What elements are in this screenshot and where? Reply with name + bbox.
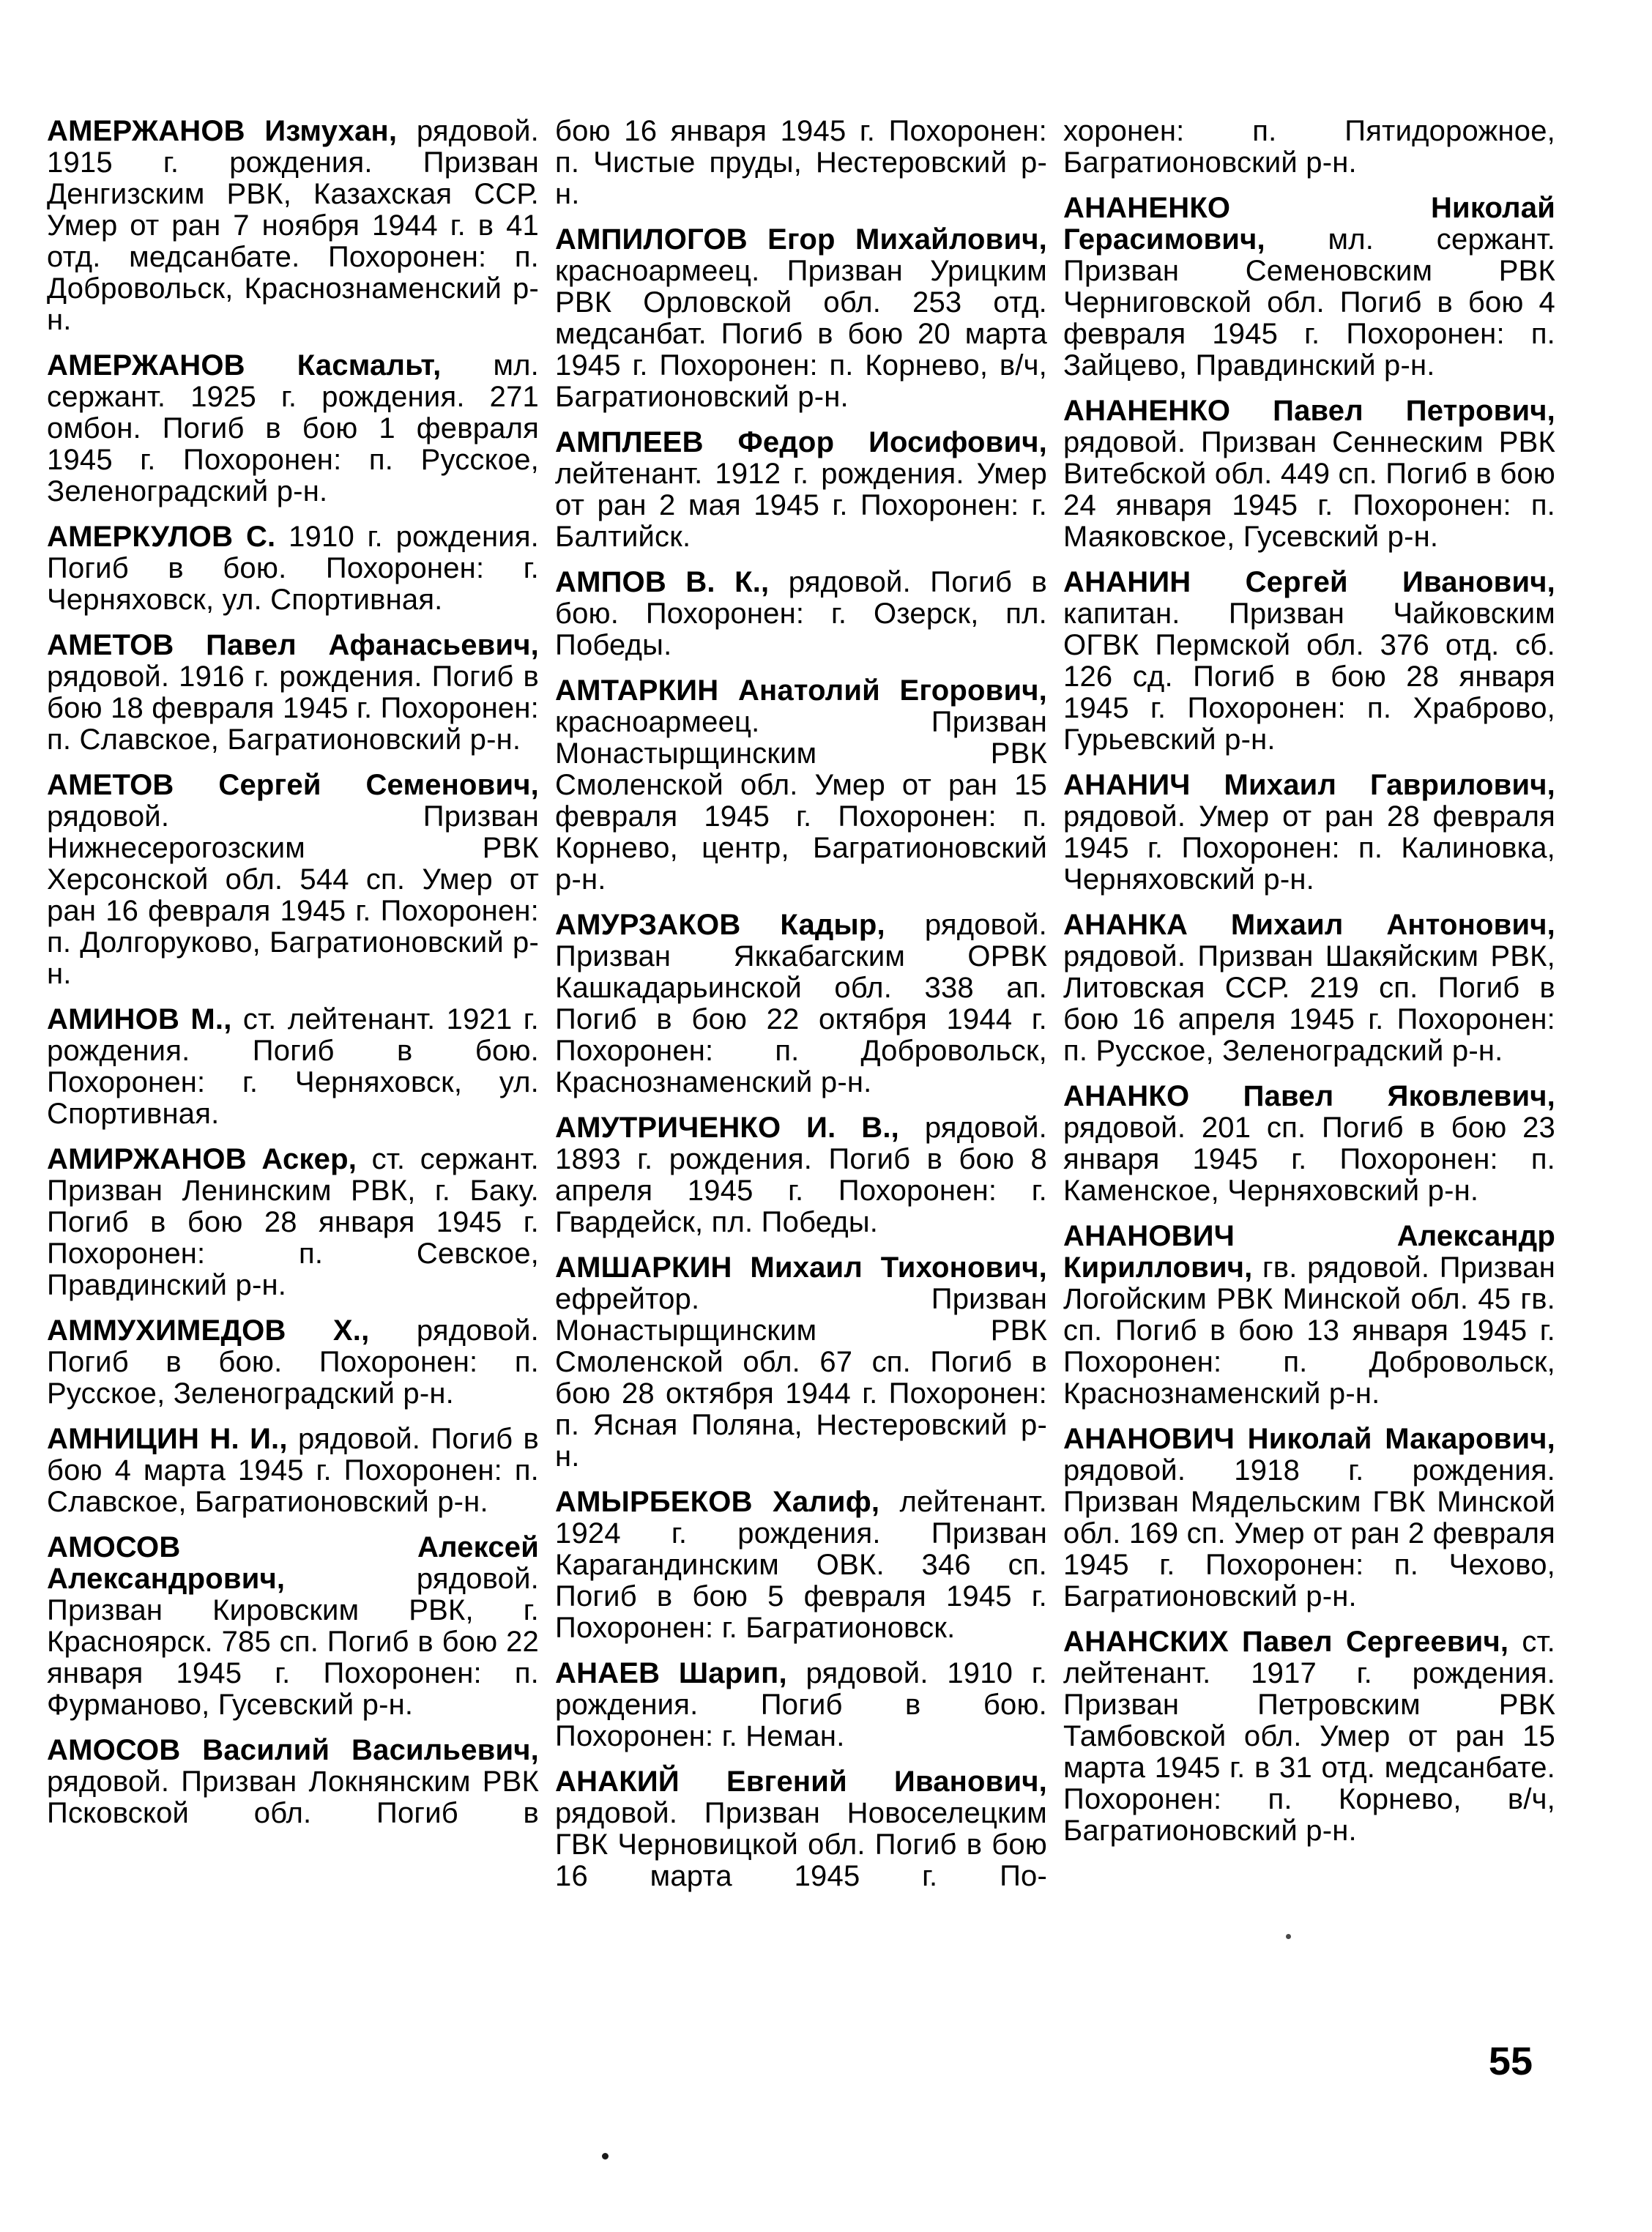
- memorial-entry: [1063, 193, 1555, 382]
- memorial-entry: [1063, 1081, 1555, 1207]
- memorial-entry: [47, 1315, 539, 1410]
- memorial-entry: [47, 116, 539, 336]
- entry-surname: АНАНСКИХ Павел Сергеевич,: [1063, 1626, 1509, 1658]
- entry-details: рядовой. Призван Новоселецким ГВК Черновицкой обл. Погиб в бою 16 марта 1945 г. По-: [555, 1797, 1047, 1892]
- entry-surname: АМНИЦИН Н. И.,: [47, 1423, 288, 1455]
- entry-surname: АНАНЕНКО Николай Герасимович,: [1063, 192, 1555, 256]
- memorial-entry: [47, 1735, 539, 1829]
- memorial-entry: [1063, 1424, 1555, 1612]
- entry-details: мл. сержант. 1925 г. рождения. 271 омбон. Погиб в бою 1 февраля 1945 г. Похоронен: п. Русское, Зеленоградский р-н.: [47, 349, 539, 507]
- entry-surname: АНАКИЙ Евгений Иванович,: [555, 1766, 1047, 1798]
- memorial-entry: [47, 1532, 539, 1721]
- memorial-entry: [555, 224, 1047, 413]
- entry-details: рядовой. 1916 г. рождения. Погиб в бою 18 февраля 1945 г. Похоронен: п. Славское, Багратионовский р-н.: [47, 661, 539, 756]
- memorial-entry: [555, 1487, 1047, 1644]
- entry-surname: АМЕРКУЛОВ С.: [47, 521, 276, 553]
- memorial-entry: [555, 1766, 1047, 1892]
- entry-details: рядовой. 1918 г. рождения. Призван Мядельским ГВК Минской обл. 169 сп. Умер от ран 2 февраля 1945 г. Похоронен: п. Чехово, Багратионовский р-н.: [1063, 1454, 1555, 1612]
- memorial-entry: [555, 1252, 1047, 1473]
- entry-continuation: [555, 116, 1047, 210]
- entry-details: хоронен: п. Пятидорожное, Багратионовский р-н.: [1063, 115, 1555, 179]
- entry-details: рядовой. Призван Локнянским РВК Псковской обл. Погиб в: [47, 1766, 539, 1829]
- entry-surname: АМЕРЖАНОВ Измухан,: [47, 115, 398, 147]
- entry-details: лейтенант. 1924 г. рождения. Призван Карагандинским ОВК. 346 сп. Погиб в бою 5 февраля 1945 г. Похоронен: г. Багратионовск.: [555, 1486, 1047, 1644]
- entry-details: рядовой. 1915 г. рождения. Призван Денгизским РВК, Казахская ССР. Умер от ран 7 ноября 1944 г. в 41 отд. медсанбате. Похоронен: п. Добровольск, Краснознаменский р-н.: [47, 115, 539, 336]
- entry-surname: АМЕТОВ Павел Афанасьевич,: [47, 629, 539, 661]
- scan-speck: [602, 2153, 609, 2160]
- entry-details: рядовой. Умер от ран 28 февраля 1945 г. Похоронен: п. Калиновка, Черняховский р-н.: [1063, 800, 1555, 896]
- entry-details: рядовой. Призван Яккабагским ОРВК Кашкадарьинской обл. 338 ап. Погиб в бою 22 октября 1944 г. Похоронен: п. Добровольск, Краснознаменский р-н.: [555, 909, 1047, 1098]
- entry-surname: АМЕТОВ Сергей Семенович,: [47, 769, 539, 801]
- memorial-entry: [555, 427, 1047, 553]
- entry-surname: АМШАРКИН Михаил Тихонович,: [555, 1251, 1047, 1284]
- entry-details: рядовой. 1893 г. рождения. Погиб в бою 8 апреля 1945 г. Похоронен: г. Гвардейск, пл. Победы.: [555, 1112, 1047, 1238]
- entry-details: капитан. Призван Чайковским ОГВК Пермской обл. 376 отд. сб. 126 сд. Погиб в бою 28 января 1945 г. Похоронен: п. Храброво, Гурьевский р-н.: [1063, 598, 1555, 756]
- memorial-entry: [555, 1112, 1047, 1238]
- entry-surname: АНАНОВИЧ Николай Макарович,: [1063, 1423, 1555, 1455]
- entry-surname: АНАНКА Михаил Антонович,: [1063, 909, 1555, 941]
- entry-surname: АММУХИМЕДОВ Х.,: [47, 1314, 370, 1347]
- column-3: [1063, 116, 1555, 1906]
- entry-surname: АМОСОВ Алексей Александрович,: [47, 1531, 539, 1595]
- entry-surname: АМИРЖАНОВ Аскер,: [47, 1143, 357, 1175]
- entry-surname: АМИНОВ М.,: [47, 1003, 232, 1035]
- entry-surname: АМЫРБЕКОВ Халиф,: [555, 1486, 880, 1518]
- memorial-entry: [47, 630, 539, 756]
- entry-surname: АНАНИН Сергей Иванович,: [1063, 566, 1555, 598]
- scan-speck: [1286, 1934, 1291, 1939]
- entry-details: бою 16 января 1945 г. Похоронен: п. Чистые пруды, Нестеровский р-н.: [555, 115, 1047, 210]
- entry-details: рядовой. 1910 г. рождения. Погиб в бою. Похоронен: г. Неман.: [555, 1657, 1047, 1752]
- memorial-entry: [47, 521, 539, 616]
- memorial-entry: [1063, 1221, 1555, 1410]
- memorial-entry: [555, 1658, 1047, 1752]
- entry-continuation: [1063, 116, 1555, 179]
- memorial-entry: [1063, 567, 1555, 756]
- entry-details: красноармеец. Призван Монастырщинским РВК Смоленской обл. Умер от ран 15 февраля 1945 г. Похоронен: п. Корнево, центр, Багратионовский р-н.: [555, 706, 1047, 896]
- entry-surname: АМУРЗАКОВ Кадыр,: [555, 909, 885, 941]
- memorial-entry: [1063, 1626, 1555, 1847]
- entry-surname: АМПИЛОГОВ Егор Михайлович,: [555, 223, 1047, 256]
- entry-details: рядовой. Призван Кировским РВК, г. Красноярск. 785 сп. Погиб в бою 22 января 1945 г. Похоронен: п. Фурманово, Гусевский р-н.: [47, 1563, 539, 1721]
- entry-surname: АНАЕВ Шарип,: [555, 1657, 787, 1689]
- entry-surname: АМТАРКИН Анатолий Егорович,: [555, 674, 1047, 707]
- memorial-entry: [1063, 395, 1555, 553]
- entry-surname: АМОСОВ Василий Васильевич,: [47, 1734, 539, 1766]
- entry-surname: АМПОВ В. К.,: [555, 566, 770, 598]
- entry-surname: АНАНЕНКО Павел Петрович,: [1063, 395, 1555, 427]
- entry-details: рядовой. Погиб в бою 4 марта 1945 г. Похоронен: п. Славское, Багратионовский р-н.: [47, 1423, 539, 1518]
- memorial-entry: [47, 1424, 539, 1518]
- memorial-entry: [555, 675, 1047, 896]
- entry-details: ефрейтор. Призван Монастырщинским РВК Смоленской обл. 67 сп. Погиб в бою 28 октября 1944 г. Похоронен: п. Ясная Поляна, Нестеровский р-н.: [555, 1283, 1047, 1473]
- entry-details: ст. лейтенант. 1921 г. рождения. Погиб в бою. Похоронен: г. Черняховск, ул. Спортивная.: [47, 1003, 539, 1130]
- entry-details: рядовой. 201 сп. Погиб в бою 23 января 1945 г. Похоронен: п. Каменское, Черняховский р-н.: [1063, 1112, 1555, 1207]
- memorial-entry: [1063, 909, 1555, 1067]
- entry-details: мл. сержант. Призван Семеновским РВК Черниговской обл. Погиб в бою 4 февраля 1945 г. Похоронен: п. Зайцево, Правдинский р-н.: [1063, 223, 1555, 382]
- entry-surname: АНАНОВИЧ Александр Кириллович,: [1063, 1220, 1555, 1284]
- entry-details: красноармеец. Призван Урицким РВК Орловской обл. 253 отд. медсанбат. Погиб в бою 20 марта 1945 г. Похоронен: п. Корнево, в/ч, Багратионовский р-н.: [555, 255, 1047, 413]
- memorial-entry: [555, 567, 1047, 661]
- memorial-entry: [555, 909, 1047, 1098]
- column-2: [555, 116, 1047, 1906]
- entry-details: рядовой. Призван Сеннеским РВК Витебской обл. 449 сп. Погиб в бою 24 января 1945 г. Похоронен: п. Маяковское, Гусевский р-н.: [1063, 426, 1555, 553]
- entry-details: лейтенант. 1912 г. рождения. Умер от ран 2 мая 1945 г. Похоронен: г. Балтийск.: [555, 458, 1047, 553]
- memorial-entry: [47, 1144, 539, 1301]
- entry-surname: АМПЛЕЕВ Федор Иосифович,: [555, 426, 1047, 458]
- entry-details: 1910 г. рождения. Погиб в бою. Похоронен: г. Черняховск, ул. Спортивная.: [47, 521, 539, 616]
- entry-surname: АНАНКО Павел Яковлевич,: [1063, 1080, 1555, 1112]
- entry-details: рядовой. Погиб в бою. Похоронен: п. Русское, Зеленоградский р-н.: [47, 1314, 539, 1410]
- memorial-entry: [1063, 770, 1555, 896]
- column-1: [47, 116, 539, 1906]
- entry-details: гв. рядовой. Призван Логойским РВК Минской обл. 45 гв. сп. Погиб в бою 13 января 1945 г. Похоронен: п. Добровольск, Краснознаменский р-н.: [1063, 1251, 1555, 1410]
- memorial-entry: [47, 770, 539, 990]
- entry-details: ст. сержант. Призван Ленинским РВК, г. Баку. Погиб в бою 28 января 1945 г. Похоронен: п. Севское, Правдинский р-н.: [47, 1143, 539, 1301]
- entry-details: рядовой. Призван Нижнесерогозским РВК Херсонской обл. 544 сп. Умер от ран 16 февраля 1945 г. Похоронен: п. Долгоруково, Багратионовский р-н.: [47, 800, 539, 990]
- entry-details: рядовой. Погиб в бою. Похоронен: г. Озерск, пл. Победы.: [555, 566, 1047, 661]
- page-number: 55: [1488, 2039, 1533, 2083]
- entry-details: рядовой. Призван Шакяйским РВК, Литовская ССР. 219 сп. Погиб в бою 16 апреля 1945 г. Похоронен: п. Русское, Зеленоградский р-н.: [1063, 940, 1555, 1067]
- entry-surname: АМУТРИЧЕНКО И. В.,: [555, 1112, 899, 1144]
- memorial-entry: [47, 1004, 539, 1130]
- memorial-entry: [47, 350, 539, 507]
- entry-details: ст. лейтенант. 1917 г. рождения. Призван Петровским РВК Тамбовской обл. Умер от ран 15 марта 1945 г. в 31 отд. медсанбате. Похоронен: п. Корнево, в/ч, Багратионовский р-н.: [1063, 1626, 1555, 1847]
- entry-surname: АНАНИЧ Михаил Гаврилович,: [1063, 769, 1555, 801]
- text-columns: [47, 116, 1652, 1906]
- entry-surname: АМЕРЖАНОВ Касмальт,: [47, 349, 442, 382]
